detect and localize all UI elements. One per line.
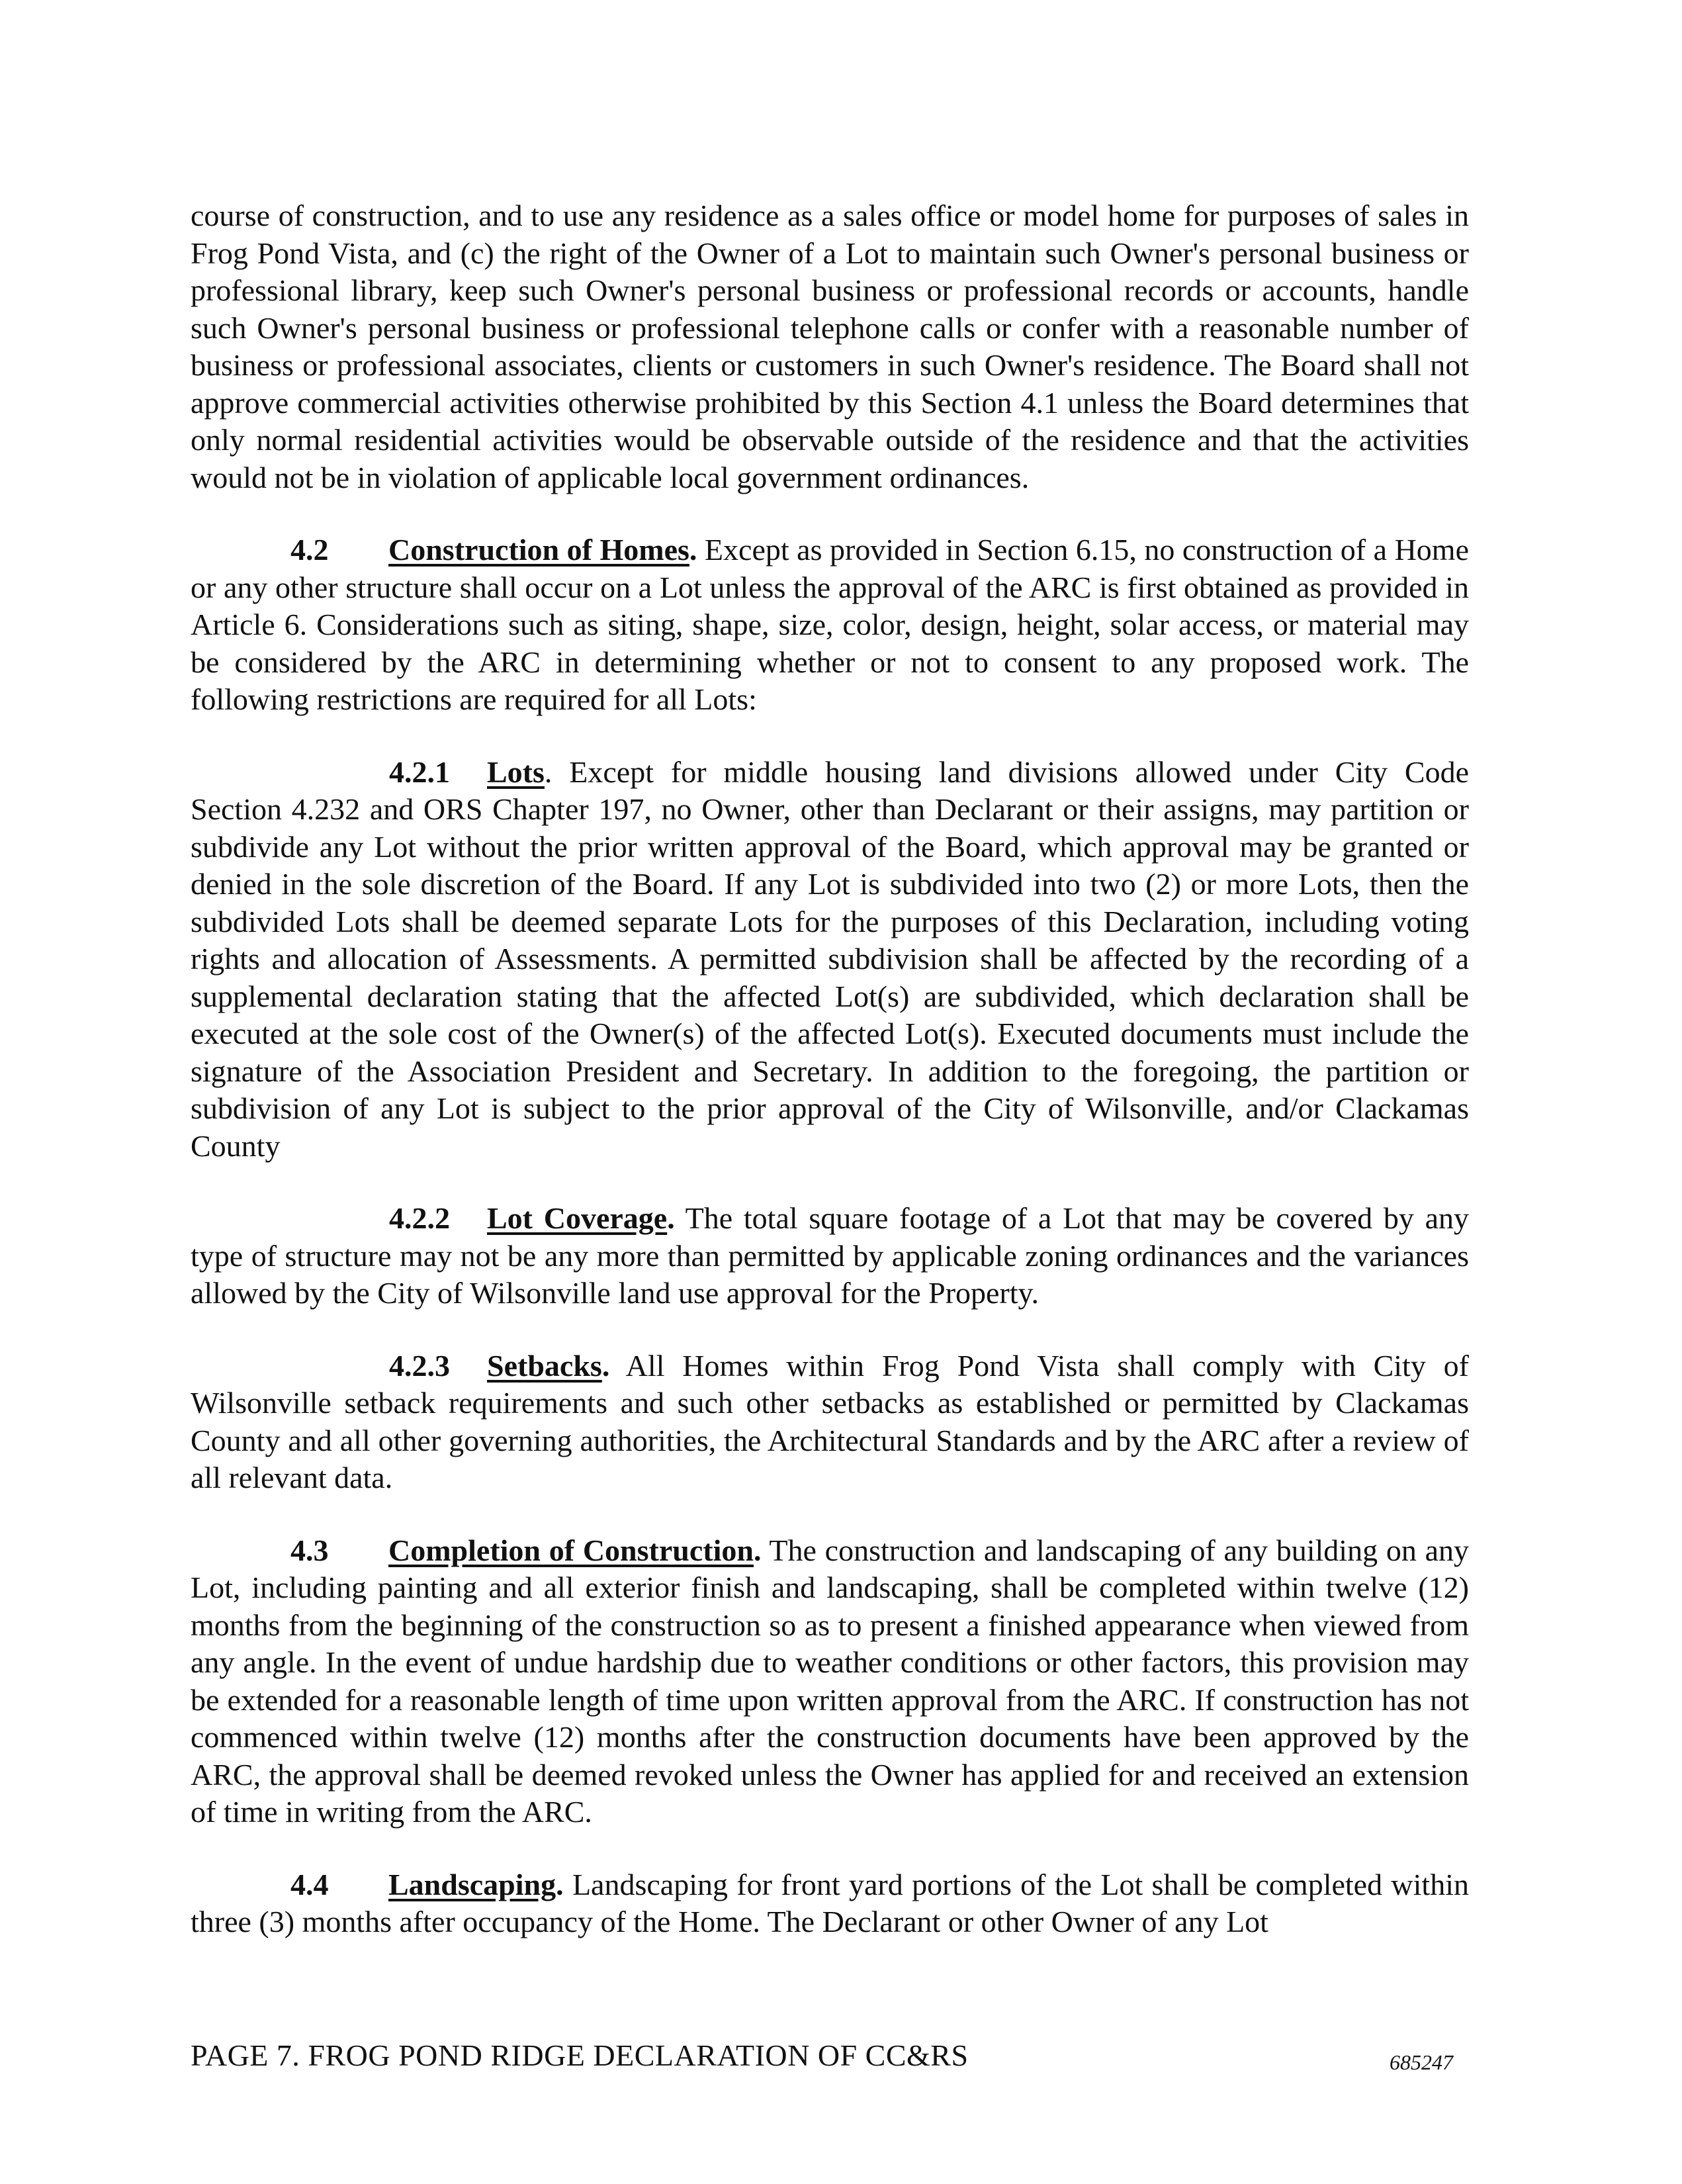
section-text: The construction and landscaping of any building on any Lot, including painting and all exterior finish and landscaping, shall be completed within twelve (12) months from the beginning of the construction so as to present a finished appearance when viewed from any angle. In the event of undue hardship due to weather conditions or other factors, this provision may be extended for a reasonable length of time upon written approval from the ARC. If construction has not commenced within twelve (12) months after the construction documents have been approved by the ARC, the approval shall be deemed revoked unless the Owner has applied for and received an extension of time in writing from the ARC. bbox=[191, 1533, 1469, 1829]
section-heading: Construction of Homes bbox=[388, 533, 689, 567]
section-heading: Lot Coverage bbox=[487, 1201, 668, 1235]
section-text: All Homes within Frog Pond Vista shall comply with City of Wilsonville setback requirements and such other setbacks as established or permitted by Clackamas County and all other governing authorities, the Architectural Standards and by the ARC after a review of all relevant data. bbox=[191, 1348, 1469, 1494]
section-heading: Lots bbox=[487, 754, 545, 789]
section-number: 4.2.3 bbox=[389, 1348, 450, 1383]
section-number: 4.4 bbox=[290, 1867, 329, 1901]
document-body bbox=[191, 197, 1469, 1976]
section-4-2-3: 4.2.3 Setbacks. All Homes within Frog Pond Vista shall comply with City of Wilsonville setback requirements and such other setbacks as established or permitted by Clackamas County and all other governing authorities, the Architectural Standards and by the ARC after a review of all relevant data. bbox=[191, 1348, 1469, 1494]
document-number: 685247 bbox=[1390, 2050, 1453, 2074]
section-number: 4.2.1 bbox=[389, 754, 450, 789]
section-4-4: 4.4 Landscaping. Landscaping for front yard portions of the Lot shall be completed within three (3) months after occupancy of the Home. The Declarant or other Owner of any Lot bbox=[191, 1867, 1469, 1938]
page-footer-label: PAGE 7. FROG POND RIDGE DECLARATION OF CC&RS bbox=[191, 2038, 969, 2072]
section-text: Except as provided in Section 6.15, no construction of a Home or any other structure shall occur on a Lot unless the approval of the ARC is first obtained as provided in Article 6. Considerations such as siting, shape, size, color, design, height, solar access, or material may be considered by the ARC in determining whether or not to consent to any proposed work. The following restrictions are required for all Lots: bbox=[191, 533, 1469, 716]
section-heading: Landscaping bbox=[388, 1867, 556, 1901]
section-text: Landscaping for front yard portions of the Lot shall be completed within three (3) months after occupancy of the Home. The Declarant or other Owner of any Lot bbox=[191, 1867, 1469, 1938]
section-heading: Completion of Construction bbox=[388, 1533, 754, 1567]
section-text: Except for middle housing land divisions allowed under City Code Section 4.232 and ORS Chapter 197, no Owner, other than Declarant or their assigns, may partition or subdivide any Lot without the prior written approval of the Board, which approval may be granted or denied in the sole discretion of the Board. If any Lot is subdivided into two (2) or more Lots, then the subdivided Lots shall be deemed separate Lots for the purposes of this Declaration, including voting rights and allocation of Assessments. A permitted subdivision shall be affected by the recording of a supplemental declaration stating that the affected Lot(s) are subdivided, which declaration shall be executed at the sole cost of the Owner(s) of the affected Lot(s). Executed documents must include the signature of the Association President and Secretary. In addition to the foregoing, the partition or subdivision of any Lot is subject to the prior approval of the City of Wilsonville, and/or Clackamas County bbox=[191, 754, 1469, 1163]
section-4-2-1: 4.2.1 Lots. Except for middle housing land divisions allowed under City Code Section 4.232 and ORS Chapter 197, no Owner, other than Declarant or their assigns, may partition or subdivide any Lot without the prior written approval of the Board, which approval may be granted or denied in the sole discretion of the Board. If any Lot is subdivided into two (2) or more Lots, then the subdivided Lots shall be deemed separate Lots for the purposes of this Declaration, including voting rights and allocation of Assessments. A permitted subdivision shall be affected by the recording of a supplemental declaration stating that the affected Lot(s) are subdivided, which declaration shall be executed at the sole cost of the Owner(s) of the affected Lot(s). Executed documents must include the signature of the Association President and Secretary. In addition to the foregoing, the partition or subdivision of any Lot is subject to the prior approval of the City of Wilsonville, and/or Clackamas County bbox=[191, 754, 1469, 1163]
section-number: 4.2 bbox=[290, 533, 329, 567]
continuation-paragraph bbox=[191, 197, 1469, 496]
section-number: 4.3 bbox=[290, 1533, 329, 1567]
section-4-3: 4.3 Completion of Construction. The construction and landscaping of any building on any Lot, including painting and all exterior finish and landscaping, shall be completed within twelve (12) months from the beginning of the construction so as to present a finished appearance when viewed from any angle. In the event of undue hardship due to weather conditions or other factors, this provision may be extended for a reasonable length of time upon written approval from the ARC. If construction has not commenced within twelve (12) months after the construction documents have been approved by the ARC, the approval shall be deemed revoked unless the Owner has applied for and received an extension of time in writing from the ARC. bbox=[191, 1533, 1469, 1829]
section-4-2: 4.2 Construction of Homes. Except as provided in Section 6.15, no construction of a Home or any other structure shall occur on a Lot unless the approval of the ARC is first obtained as provided in Article 6. Considerations such as siting, shape, size, color, design, height, solar access, or material may be considered by the ARC in determining whether or not to consent to any proposed work. The following restrictions are required for all Lots: bbox=[191, 533, 1469, 716]
section-heading: Setbacks bbox=[487, 1348, 602, 1383]
section-text: The total square footage of a Lot that may be covered by any type of structure may not be any more than permitted by applicable zoning ordinances and the variances allowed by the City of Wilsonville land use approval for the Property. bbox=[191, 1201, 1469, 1310]
continuation-text: course of construction, and to use any residence as a sales office or model home for purposes of sales in Frog Pond Vista, and (c) the right of the Owner of a Lot to maintain such Owner's personal business or professional library, keep such Owner's personal business or professional records or accounts, handle such Owner's personal business or professional telephone calls or confer with a reasonable number of business or professional associates, clients or customers in such Owner's residence. The Board shall not approve commercial activities otherwise prohibited by this Section 4.1 unless the Board determines that only normal residential activities would be observable outside of the residence and that the activities would not be in violation of applicable local government ordinances. bbox=[191, 199, 1469, 494]
section-number: 4.2.2 bbox=[389, 1201, 450, 1235]
section-4-2-2: 4.2.2 Lot Coverage. The total square footage of a Lot that may be covered by any type of structure may not be any more than permitted by applicable zoning ordinances and the variances allowed by the City of Wilsonville land use approval for the Property. bbox=[191, 1201, 1469, 1310]
